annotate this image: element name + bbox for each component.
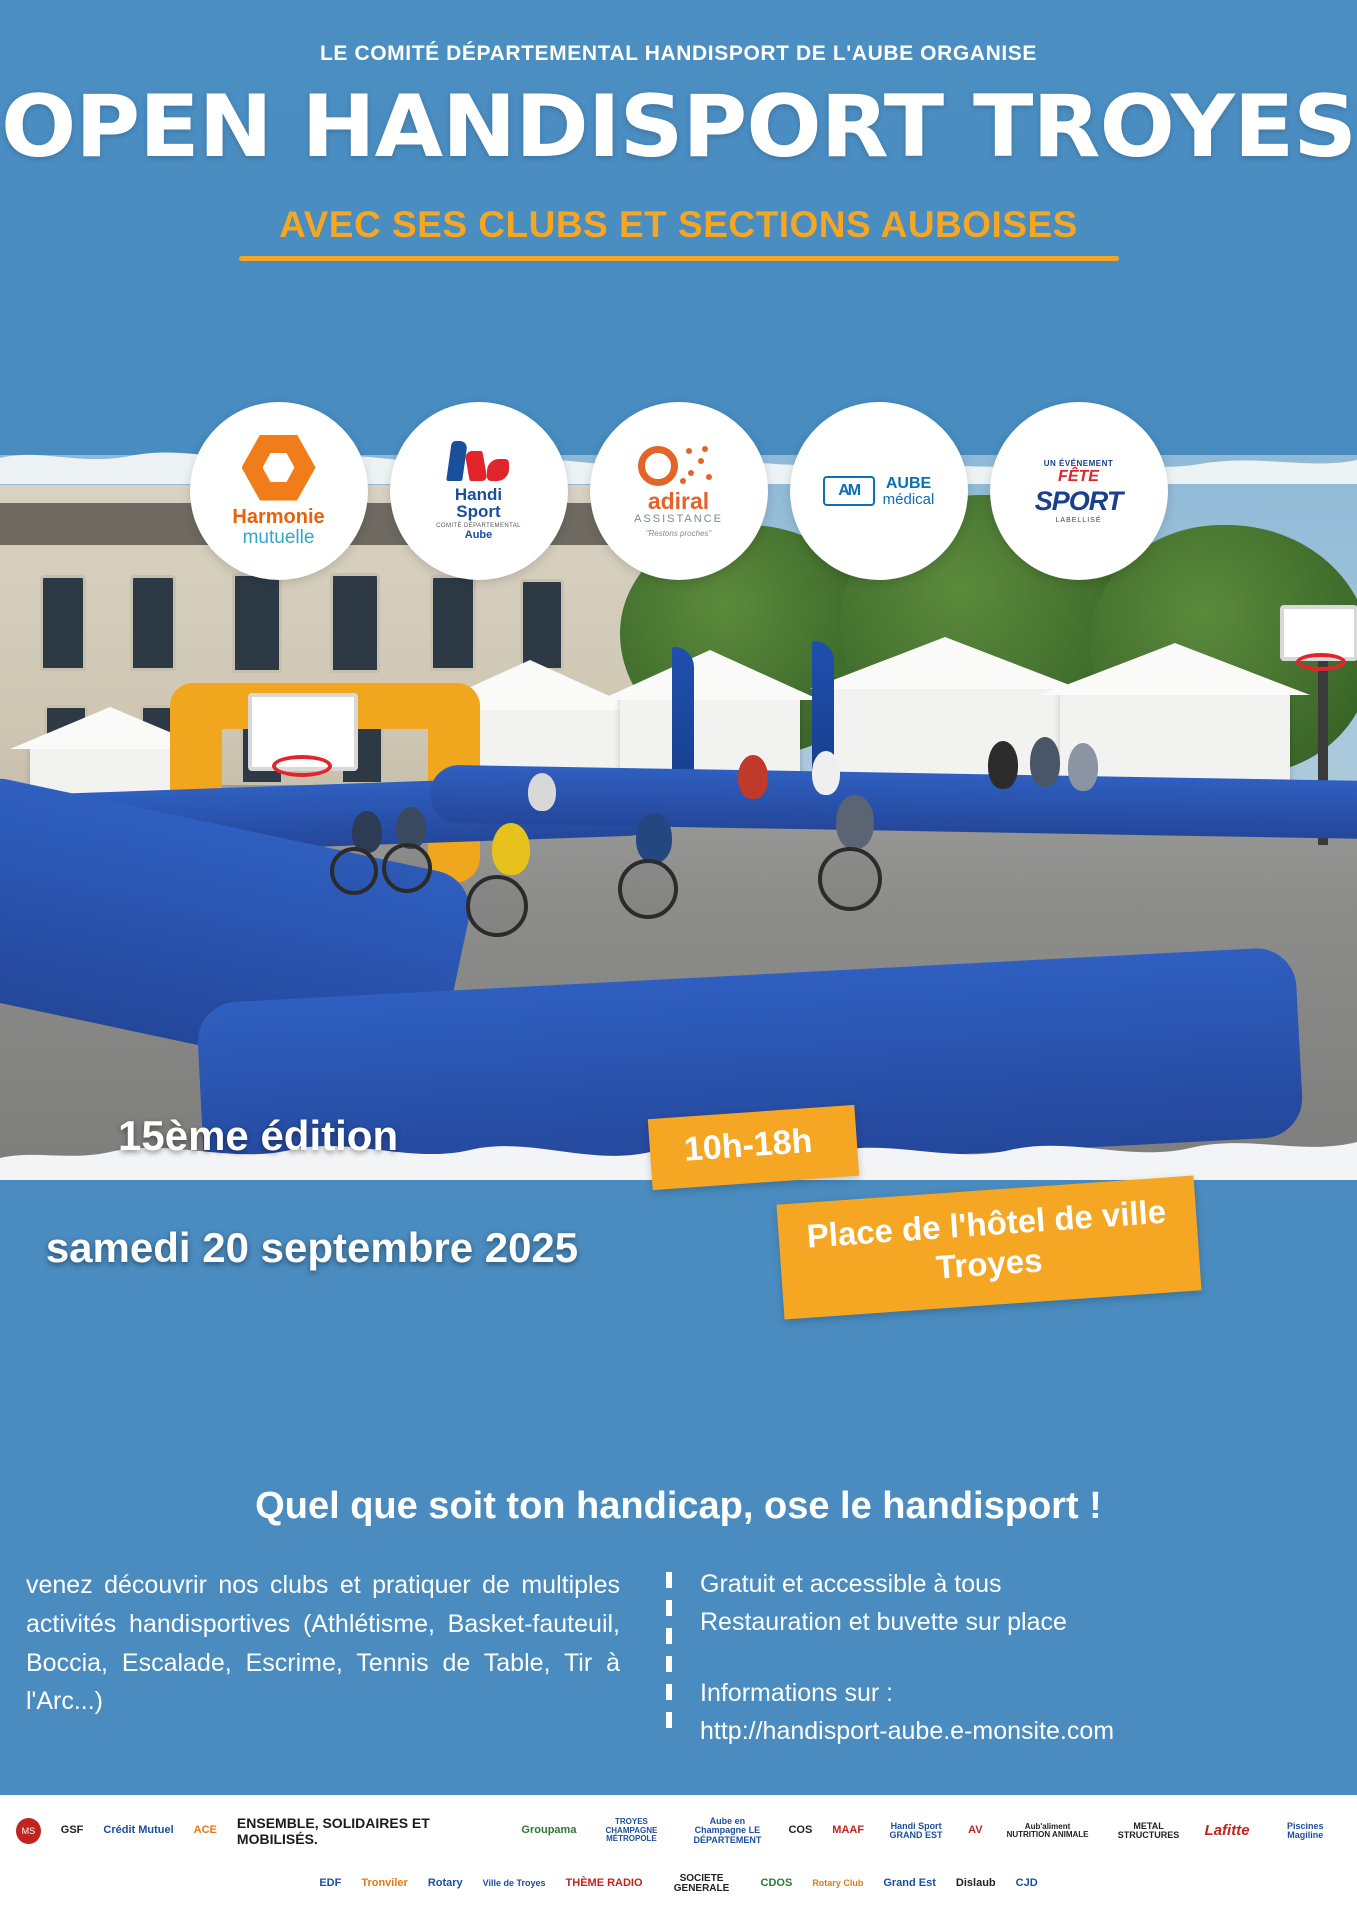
window bbox=[232, 573, 282, 673]
info-column-right bbox=[646, 1566, 1306, 1750]
spectator bbox=[738, 755, 768, 799]
poster-header bbox=[0, 0, 1357, 400]
sponsor-logo: Rotary bbox=[427, 1877, 463, 1890]
location-line1: Place de l'hôtel de ville bbox=[805, 1192, 1168, 1255]
spectator bbox=[1068, 743, 1098, 791]
aube-medical-mark-icon bbox=[823, 476, 875, 506]
sponsor-logo: ENSEMBLE, SOLIDAIRES ET MOBILISÉS. bbox=[236, 1815, 430, 1847]
logo-slogan: "Restons proches" bbox=[645, 529, 712, 538]
sponsor-logo: Crédit Mutuel bbox=[103, 1824, 174, 1837]
spectator bbox=[988, 741, 1018, 789]
activities-text: venez découvrir nos clubs et pratiquer de multiples activités handisportives (Athlétisme, Basket-fauteuil, Boccia, Escalade, Escrime, Tennis de Table, Tir à l'Arc...) bbox=[26, 1571, 620, 1716]
sponsor-row-1 bbox=[16, 1803, 1341, 1859]
dotted-divider bbox=[666, 1572, 672, 1740]
sponsor-logo: TROYES CHAMPAGNE MÉTROPOLE bbox=[605, 1817, 658, 1844]
page-subtitle: AVEC SES CLUBS ET SECTIONS AUBOISES bbox=[279, 204, 1078, 245]
hoop-ring bbox=[1296, 653, 1346, 671]
logo-label: FÊTE bbox=[1058, 467, 1099, 485]
sponsor-logo: Tronviler bbox=[361, 1877, 408, 1890]
logo-sublabel: SPORT bbox=[1034, 485, 1123, 516]
player-blue-shirt bbox=[636, 813, 672, 863]
sponsor-logo: METAL STRUCTURES bbox=[1117, 1820, 1180, 1840]
page-title: OPEN HANDISPORT TROYES bbox=[0, 77, 1357, 177]
sponsor-row-2 bbox=[16, 1859, 1341, 1909]
spectator bbox=[528, 773, 556, 811]
hours-badge: 10h-18h bbox=[648, 1105, 859, 1190]
logo-handisport-aube bbox=[390, 402, 568, 580]
logo-sub: LABELLISÉ bbox=[1055, 516, 1102, 524]
logo-top-label: UN ÉVÉNEMENT bbox=[1043, 458, 1114, 468]
dots-ring-icon bbox=[636, 444, 722, 488]
info-label: Informations sur : bbox=[700, 1679, 894, 1707]
sponsor-logo: Dislaub bbox=[955, 1877, 996, 1890]
logo-fete-du-sport bbox=[990, 402, 1168, 580]
sponsor-logo: Rotary Club bbox=[812, 1878, 864, 1889]
sponsor-logo: MAAF bbox=[832, 1824, 865, 1837]
logo-label: Handi bbox=[454, 485, 503, 504]
sponsor-logo: Handi Sport GRAND EST bbox=[889, 1820, 943, 1840]
info-columns bbox=[0, 1566, 1357, 1750]
spectator bbox=[1030, 737, 1060, 787]
logo-sublabel: médical bbox=[882, 490, 935, 508]
logo-aube-medical bbox=[790, 402, 968, 580]
mark-text: AM bbox=[838, 482, 860, 499]
window bbox=[430, 575, 476, 671]
event-date: samedi 20 septembre 2025 bbox=[45, 1224, 579, 1271]
sponsor-logo: COS bbox=[788, 1824, 813, 1837]
catering-text: Restauration et buvette sur place bbox=[700, 1607, 1067, 1636]
sponsor-logo: SOCIETE GENERALE bbox=[673, 1872, 730, 1894]
sponsor-logo: Groupama bbox=[521, 1824, 577, 1837]
spectator bbox=[812, 751, 840, 795]
logo-sub: COMITÉ DÉPARTEMENTAL bbox=[436, 523, 521, 529]
edition-label: 15ème édition bbox=[118, 1112, 399, 1159]
info-column-left bbox=[26, 1566, 646, 1750]
window bbox=[520, 579, 564, 671]
wheelchair-wheel bbox=[382, 843, 432, 893]
sponsor-logo: Ville de Troyes bbox=[482, 1878, 546, 1889]
logo-sublabel: mutuelle bbox=[242, 526, 315, 548]
logo-region: Aube bbox=[464, 529, 493, 541]
location-line2: Troyes bbox=[934, 1241, 1044, 1286]
logo-harmonie-mutuelle bbox=[190, 402, 368, 580]
sponsor-logo: Grand Est bbox=[883, 1877, 936, 1890]
sponsor-logo: ACE bbox=[193, 1824, 217, 1837]
sponsor-footer bbox=[0, 1795, 1357, 1920]
logo-label2: Sport bbox=[456, 502, 501, 521]
arch-hoop-ring bbox=[272, 755, 332, 777]
wheelchair-wheel bbox=[818, 847, 882, 911]
organizer-line: LE COMITÉ DÉPARTEMENTAL HANDISPORT DE L'AUBE ORGANISE bbox=[320, 42, 1037, 65]
sponsor-logo: GSF bbox=[60, 1824, 84, 1837]
sponsor-logo: Aube en Champagne LE DÉPARTEMENT bbox=[693, 1815, 762, 1845]
wheelchair-wheel bbox=[618, 859, 678, 919]
sponsor-logo: CJD bbox=[1015, 1877, 1038, 1890]
partner-logo-row bbox=[0, 402, 1357, 580]
wheelchair-wheel bbox=[466, 875, 528, 937]
logo-label: AUBE bbox=[885, 474, 932, 492]
sponsor-logo: EDF bbox=[319, 1877, 342, 1890]
handisport-mark-icon bbox=[449, 441, 509, 481]
sponsor-logo: CDOS bbox=[760, 1877, 793, 1890]
wheelchair-wheel bbox=[330, 847, 378, 895]
window bbox=[330, 573, 380, 673]
subtitle-rule bbox=[239, 256, 1119, 261]
hexagon-icon bbox=[242, 435, 316, 501]
free-access-text: Gratuit et accessible à tous bbox=[700, 1570, 1002, 1598]
sponsor-logo: Piscines Magiline bbox=[1287, 1820, 1324, 1840]
logo-adiral-assistance bbox=[590, 402, 768, 580]
sponsor-logo: AV bbox=[968, 1824, 983, 1837]
window bbox=[40, 575, 86, 671]
player-grey-shirt bbox=[836, 795, 874, 849]
window bbox=[130, 575, 176, 671]
sponsor-logo: MS bbox=[16, 1818, 41, 1844]
sponsor-logo: Lafitte bbox=[1204, 1822, 1250, 1840]
logo-label: Harmonie bbox=[232, 505, 325, 528]
sponsor-logo: THÈME RADIO bbox=[565, 1877, 643, 1890]
logo-label: adiral bbox=[647, 488, 710, 514]
logo-sublabel: ASSISTANCE bbox=[634, 513, 723, 525]
slogan: Quel que soit ton handicap, ose le handisport ! bbox=[255, 1485, 1102, 1527]
sponsor-logo: Aub'aliment NUTRITION ANIMALE bbox=[1006, 1821, 1089, 1839]
website-url[interactable]: http://handisport-aube.e-monsite.com bbox=[700, 1716, 1115, 1745]
player-yellow-shirt bbox=[492, 823, 530, 875]
